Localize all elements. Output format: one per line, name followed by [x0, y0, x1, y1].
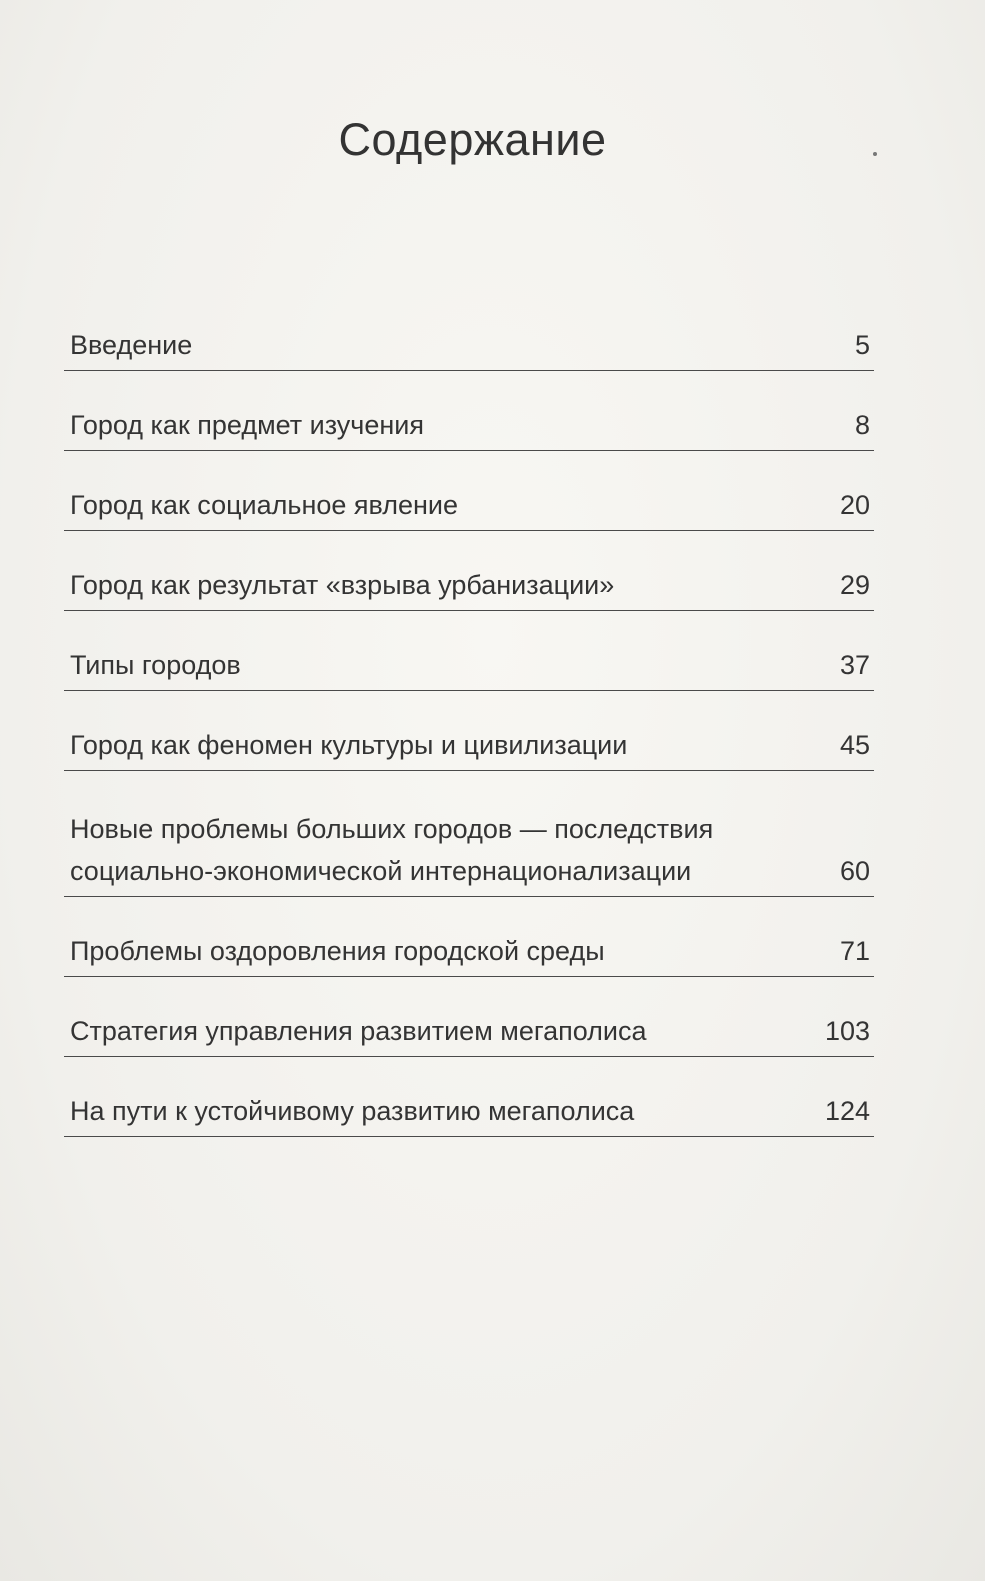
- toc-entry-page: 60: [839, 856, 870, 886]
- toc-entry-title: Типы городов: [70, 650, 241, 680]
- toc-entry: [64, 562, 874, 611]
- toc-entry-title: Город как социальное явление: [70, 490, 459, 520]
- toc-entry: [64, 402, 874, 451]
- toc-entry-title: Город как предмет изучения: [70, 410, 424, 440]
- toc-entry: [64, 1088, 874, 1137]
- toc-entry-title: Город как феномен культуры и цивилизации: [70, 730, 628, 760]
- toc-entry: [64, 802, 874, 897]
- toc-entry-title: Стратегия управления развитием мегаполиса: [70, 1016, 647, 1046]
- toc-entry-page: 45: [839, 730, 870, 760]
- toc-entry-page: 8: [854, 410, 870, 440]
- toc-entry: [64, 1008, 874, 1057]
- toc-entry-page: 37: [839, 650, 870, 680]
- toc-entry-page: 103: [824, 1016, 870, 1046]
- toc-entry: [64, 722, 874, 771]
- toc-entry: [64, 322, 874, 371]
- toc-entry-title: Город как результат «взрыва урбанизации»: [70, 570, 615, 600]
- toc-entry-page: 20: [839, 490, 870, 520]
- toc-entry-title: Введение: [70, 330, 193, 360]
- toc-entry-page: 29: [839, 570, 870, 600]
- toc-entry: [64, 642, 874, 691]
- table-of-contents: [64, 322, 874, 1168]
- toc-entry: [64, 482, 874, 531]
- toc-entry: [64, 928, 874, 977]
- page-title: Содержание: [338, 114, 607, 166]
- toc-entry-page: 5: [854, 330, 870, 360]
- toc-entry-title: На пути к устойчивому развитию мегаполиса: [70, 1096, 635, 1126]
- toc-entry-title: Проблемы оздоровления городской среды: [70, 936, 605, 966]
- toc-entry-page: 124: [824, 1096, 870, 1126]
- toc-entry-page: 71: [839, 936, 870, 966]
- toc-entry-title: Новые проблемы больших городов — последствия социально-экономической интернационализации: [70, 814, 714, 886]
